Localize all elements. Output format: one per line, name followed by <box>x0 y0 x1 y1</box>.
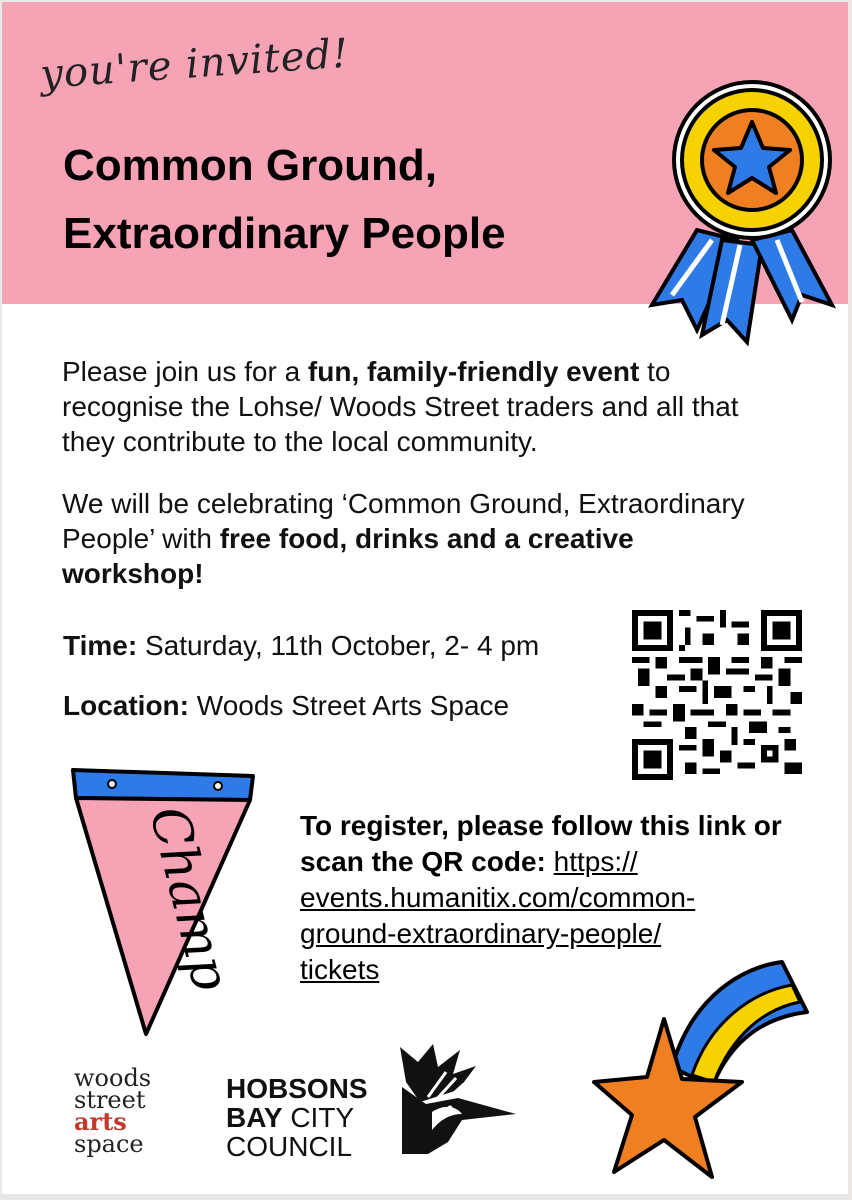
qr-code-icon[interactable] <box>632 610 802 780</box>
hbcc-line-1: HOBSONS <box>226 1073 368 1104</box>
event-title <box>63 132 663 268</box>
woods-street-arts-space-logo <box>74 1064 152 1158</box>
time-value: Saturday, 11th October, 2- 4 pm <box>137 630 540 661</box>
title-line-1: Common Ground, <box>63 141 437 190</box>
intro-p2-bold: free food, drinks and a creative workshop! <box>62 523 634 589</box>
wsas-line-4: space <box>74 1130 144 1158</box>
event-time <box>63 630 539 662</box>
pelican-logo-icon <box>398 1042 518 1162</box>
shooting-star-icon <box>592 957 822 1182</box>
pennant-icon <box>68 762 258 1042</box>
event-location <box>63 690 509 722</box>
time-label: Time: <box>63 630 138 661</box>
wsas-line-2: street <box>74 1086 146 1114</box>
location-label: Location: <box>63 690 189 721</box>
hbcc-city: CITY <box>282 1102 355 1133</box>
intro-paragraph-2 <box>62 486 782 591</box>
hbcc-line-2 <box>226 1103 368 1132</box>
hobsons-bay-council-logo <box>226 1074 368 1161</box>
intro-p1-bold: fun, family-friendly event <box>307 356 640 387</box>
link-line-2: events.humanitix.com/common- <box>300 882 696 913</box>
title-line-2: Extraordinary People <box>63 209 506 258</box>
intro-paragraph-1 <box>62 354 782 459</box>
link-line-1: https:// <box>553 846 638 877</box>
flyer-page <box>2 2 848 1194</box>
hbcc-line-3: COUNCIL <box>226 1131 353 1162</box>
hbcc-bay: BAY <box>226 1102 283 1133</box>
invited-script-text: you're invited! <box>38 30 351 98</box>
link-line-3: ground-extraordinary-people/ <box>300 918 662 949</box>
rosette-icon <box>642 80 842 350</box>
pennant-text: Champ <box>137 800 241 997</box>
intro-p1-text-end: to recognise the Lohse/ Woods Street traders and all that they contribute to the local community. <box>62 356 739 457</box>
intro-p1-text: Please join us for a <box>62 356 308 387</box>
register-instructions: To register, please follow this link or scan the QR code: <box>300 810 782 877</box>
location-value: Woods Street Arts Space <box>189 690 510 721</box>
wsas-line-1: woods <box>74 1064 152 1092</box>
wsas-line-3: arts <box>74 1107 127 1136</box>
link-line-4: tickets <box>300 954 380 985</box>
intro-p2-text: We will be celebrating ‘Common Ground, Extraordinary People’ with <box>62 488 745 554</box>
